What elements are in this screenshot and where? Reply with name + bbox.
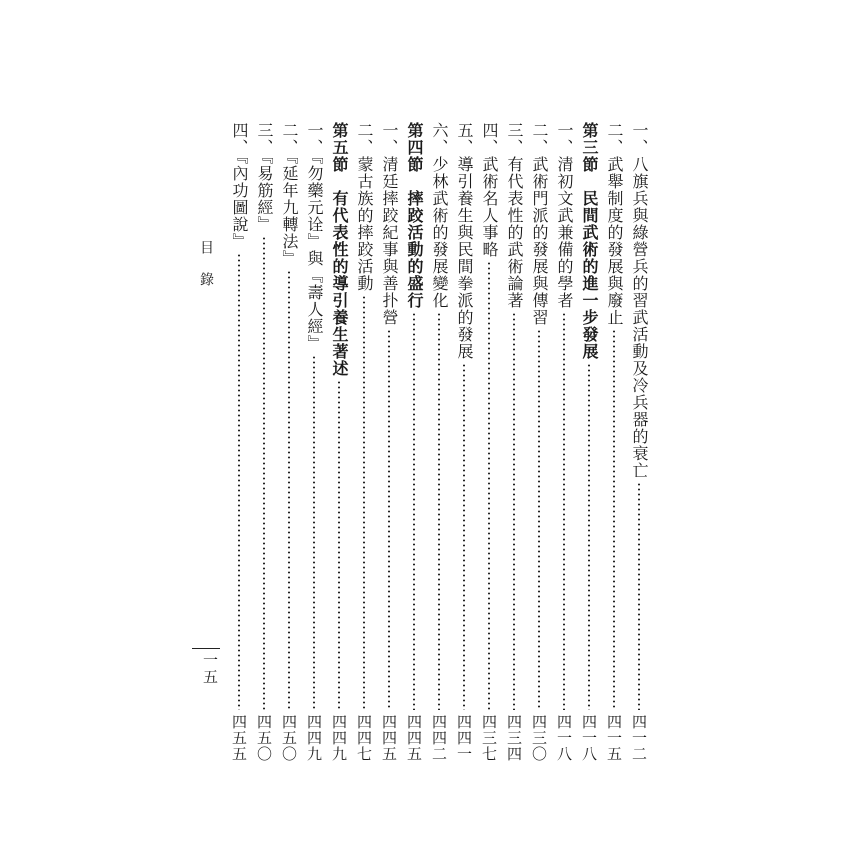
toc-entry-title: 第五節 有代表性的導引養生著述: [330, 122, 349, 377]
toc-entry: [528, 122, 550, 772]
toc-entry-page: 四五〇: [255, 714, 273, 762]
toc-entry: [278, 122, 300, 772]
toc-entry-page: 四三四: [505, 714, 523, 762]
toc-entry-title: 一、清初文武兼備的學者: [555, 122, 574, 309]
toc-entry: [628, 122, 650, 772]
toc-entry-title: 二、武術門派的發展與傳習: [530, 122, 549, 326]
toc-entry-title: 一、清廷摔跤紀事與善扑營: [380, 122, 399, 326]
dot-leader: [288, 270, 290, 710]
toc-entry: [553, 122, 575, 772]
toc-entry-page: 四五〇: [280, 714, 298, 762]
toc-entry-page: 四四九: [305, 714, 323, 762]
dot-leader: [363, 295, 365, 710]
dot-leader: [538, 329, 540, 710]
dot-leader: [513, 312, 515, 710]
toc-entry-title: 一、八旗兵與綠營兵的習武活動及冷兵器的衰亡: [630, 122, 649, 479]
dot-leader: [588, 363, 590, 710]
dot-leader: [338, 380, 340, 710]
toc-entry-page: 四三〇: [530, 714, 548, 762]
dot-leader: [438, 312, 440, 710]
dot-leader: [413, 312, 415, 710]
toc-entry: [603, 122, 625, 772]
toc-entry-page: 四一五: [605, 714, 623, 762]
toc-entry-page: 四四一: [455, 714, 473, 762]
toc-entry-title: 三、『易筋經』: [255, 122, 274, 233]
running-header: 目錄: [198, 240, 214, 304]
toc-entry: [353, 122, 375, 772]
toc-entry-page: 四四五: [405, 714, 423, 762]
dot-leader: [388, 329, 390, 710]
toc-entry-title: 五、導引養生與民間拳派的發展: [455, 122, 474, 360]
toc-entry: [303, 122, 325, 772]
dot-leader: [238, 253, 240, 710]
toc-entry: [428, 122, 450, 772]
toc-entry-title: 六、少林武術的發展變化: [430, 122, 449, 309]
toc-entry-title: 一、『勿藥元诠』與『壽人經』: [305, 122, 324, 352]
toc-entry-page: 四一八: [555, 714, 573, 762]
toc-entry-page: 四三七: [480, 714, 498, 762]
toc-entry-page: 四一八: [580, 714, 598, 762]
toc-entry-title: 四、『內功圖說』: [230, 122, 249, 250]
toc-entry: [503, 122, 525, 772]
toc-entry: [378, 122, 400, 772]
toc-entry: [478, 122, 500, 772]
toc-entry: [253, 122, 275, 772]
toc-entry-page: 四四二: [430, 714, 448, 762]
dot-leader: [463, 363, 465, 710]
page-number: 一五: [201, 652, 219, 686]
toc-section-entry: [328, 122, 350, 772]
toc-entry-title: 第四節 摔跤活動的盛行: [405, 122, 424, 309]
toc-entry-page: 四一二: [630, 714, 648, 762]
dot-leader: [638, 482, 640, 710]
toc-entry: [228, 122, 250, 772]
dot-leader: [613, 329, 615, 710]
toc-entry: [453, 122, 475, 772]
dot-leader: [313, 355, 315, 710]
dot-leader: [263, 236, 265, 710]
dot-leader: [488, 261, 490, 710]
toc-entry-title: 三、有代表性的武術論著: [505, 122, 524, 309]
dot-leader: [563, 312, 565, 710]
toc-section-entry: [403, 122, 425, 772]
toc-entry-title: 四、武術名人事略: [480, 122, 499, 258]
toc-entry-title: 二、『延年九轉法』: [280, 122, 299, 267]
toc-entry-page: 四五五: [230, 714, 248, 762]
toc-entry-title: 第三節 民間武術的進一步發展: [580, 122, 599, 360]
toc-entry-title: 二、蒙古族的摔跤活動: [355, 122, 374, 292]
toc-section-entry: [578, 122, 600, 772]
toc-entry-title: 二、武舉制度的發展與廢止: [605, 122, 624, 326]
toc-entry-page: 四四九: [330, 714, 348, 762]
toc-entry-page: 四四七: [355, 714, 373, 762]
toc-entry-page: 四四五: [380, 714, 398, 762]
folio-rule: [192, 648, 220, 649]
